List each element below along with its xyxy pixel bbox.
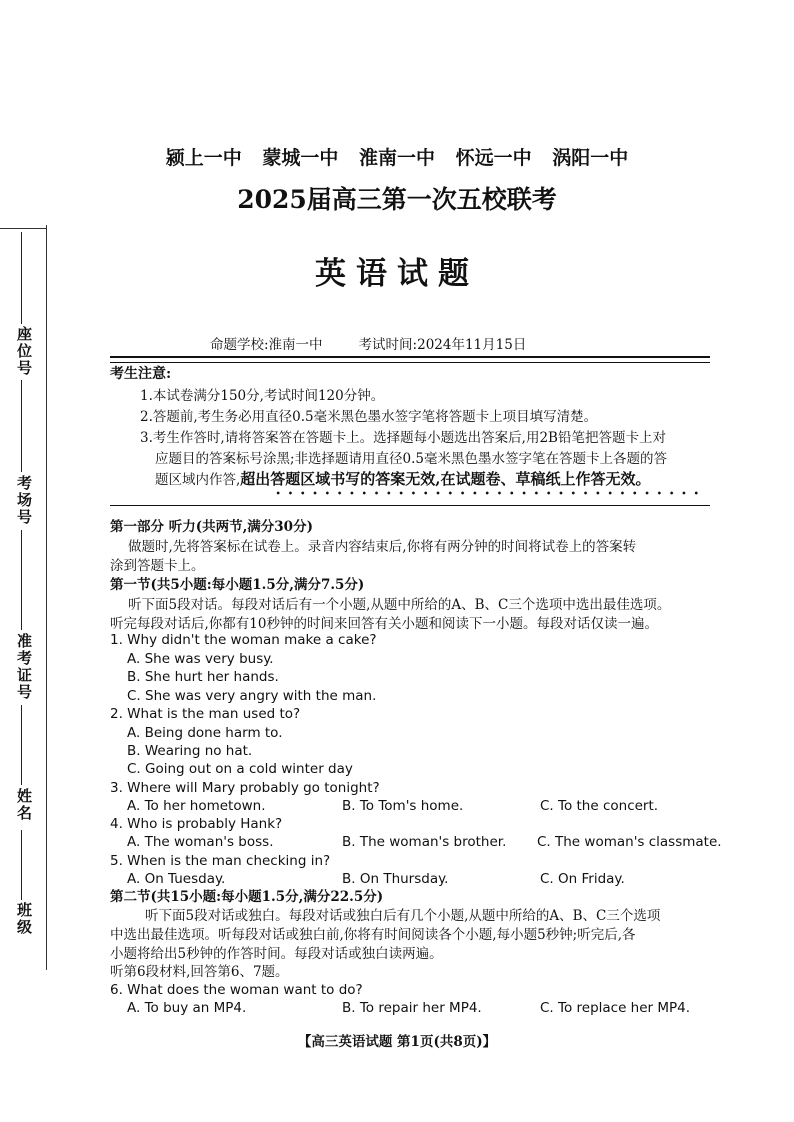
notice-item-2: 2.答题前,考生务必用直径0.5毫米黑色墨水签字笔将答题卡上项目填写清楚。	[140, 409, 598, 425]
material-6-instruction: 听第6段材料,回答第6、7题。	[110, 964, 289, 980]
section2-instructions-end: 小题将给出5秒钟的作答时间。每段对话或独白读两遍。	[110, 946, 443, 962]
section1-heading: 第一节(共5小题:每小题1.5分,满分7.5分)	[110, 577, 365, 593]
notice-item-3: 3.考生作答时,请将答案答在答题卡上。选择题每小题选出答案后,用2B铅笔把答题卡上对	[140, 430, 666, 446]
class-label: 班级	[15, 902, 33, 936]
q1-option-b[interactable]: B. She hurt her hands.	[127, 669, 279, 685]
exam-room-label: 考场号	[15, 475, 33, 526]
subject-title: 英语试题	[315, 256, 479, 292]
q3-option-a[interactable]: A. To her hometown.	[127, 798, 266, 814]
exam-title: 2025届高三第一次五校联考	[237, 185, 557, 214]
q4-option-b[interactable]: B. The woman's brother.	[342, 834, 507, 850]
question-2: 2. What is the man used to?	[110, 706, 301, 722]
part1-intro: 做题时,先将答案标在试卷上。录音内容结束后,你将有两分钟的时间将试卷上的答案转	[128, 539, 637, 555]
notice-heading: 考生注意:	[110, 366, 172, 382]
q6-option-c[interactable]: C. To replace her MP4.	[540, 1000, 691, 1016]
ticket-no-blank[interactable]	[21, 530, 22, 630]
notice-item-1: 1.本试卷满分150分,考试时间120分钟。	[140, 388, 385, 404]
binding-line	[46, 225, 47, 970]
header-rule	[110, 356, 710, 358]
q5-option-c[interactable]: C. On Friday.	[540, 871, 625, 887]
name-label: 姓名	[15, 788, 33, 822]
notice-rule	[110, 505, 710, 506]
question-1: 1. Why didn't the woman make a cake?	[110, 632, 377, 648]
section1-instructions-cont: 听完每段对话后,你都有10秒钟的时间来回答有关小题和阅读下一小题。每段对话仅读一遍。	[110, 616, 658, 632]
q4-option-c[interactable]: C. The woman's classmate.	[537, 834, 722, 850]
emphasis-text: 超出答题区域书写的答案无效,在试题卷、草稿纸上作答无效。	[240, 470, 651, 488]
question-6: 6. What does the woman want to do?	[110, 982, 363, 998]
q5-option-a[interactable]: A. On Tuesday.	[127, 871, 226, 887]
question-4: 4. Who is probably Hank?	[110, 816, 283, 832]
part1-intro-cont: 涂到答题卡上。	[110, 558, 205, 574]
class-blank[interactable]	[21, 830, 22, 900]
q6-option-b[interactable]: B. To repair her MP4.	[342, 1000, 482, 1016]
question-5: 5. When is the man checking in?	[110, 853, 331, 869]
exam-time: 考试时间:2024年11月15日	[358, 337, 527, 353]
q2-option-c[interactable]: C. Going out on a cold winter day	[127, 761, 353, 777]
q6-option-a[interactable]: A. To buy an MP4.	[127, 1000, 247, 1016]
emphasis-dots	[272, 491, 702, 495]
section1-instructions: 听下面5段对话。每段对话后有一个小题,从题中所给的A、B、C三个选项中选出最佳选项。	[128, 597, 671, 613]
header-rule-thin	[110, 362, 710, 363]
section2-heading: 第二节(共15小题:每小题1.5分,满分22.5分)	[110, 889, 384, 905]
page-footer: 【高三英语试题 第1页(共8页)】	[297, 1034, 497, 1050]
exam-info	[210, 333, 526, 353]
q3-option-b[interactable]: B. To Tom's home.	[342, 798, 464, 814]
q3-option-c[interactable]: C. To the concert.	[540, 798, 659, 814]
q2-option-a[interactable]: A. Being done harm to.	[127, 725, 283, 741]
school-list: 颍上一中 蒙城一中 淮南一中 怀远一中 涡阳一中	[165, 147, 629, 169]
section2-instructions-cont: 中选出最佳选项。听每段对话或独白前,你将有时间阅读各个小题,每小题5秒钟;听完后,各	[110, 927, 636, 943]
setter-school: 命题学校:淮南一中	[210, 337, 323, 353]
q4-option-a[interactable]: A. The woman's boss.	[127, 834, 274, 850]
binding-top-line	[0, 228, 46, 229]
notice-item-3-cont: 应题目的答案标号涂黑;非选择题请用直径0.5毫米黑色墨水签字笔在答题卡上各题的答	[155, 451, 668, 467]
notice-item-3-end: 题区域内作答,超出答题区域书写的答案无效,在试题卷、草稿纸上作答无效。	[155, 470, 651, 488]
ticket-no-label: 准考证号	[15, 633, 33, 701]
seat-no-label: 座位号	[15, 326, 33, 377]
q2-option-b[interactable]: B. Wearing no hat.	[127, 743, 253, 759]
section2-instructions: 听下面5段对话或独白。每段对话或独白后有几个小题,从题中所给的A、B、C三个选项	[145, 908, 661, 924]
q5-option-b[interactable]: B. On Thursday.	[342, 871, 449, 887]
name-blank[interactable]	[21, 705, 22, 785]
exam-room-blank[interactable]	[21, 380, 22, 472]
q1-option-a[interactable]: A. She was very busy.	[127, 651, 274, 667]
question-3: 3. Where will Mary probably go tonight?	[110, 780, 380, 796]
q1-option-c[interactable]: C. She was very angry with the man.	[127, 688, 377, 704]
part1-heading: 第一部分 听力(共两节,满分30分)	[110, 519, 313, 535]
